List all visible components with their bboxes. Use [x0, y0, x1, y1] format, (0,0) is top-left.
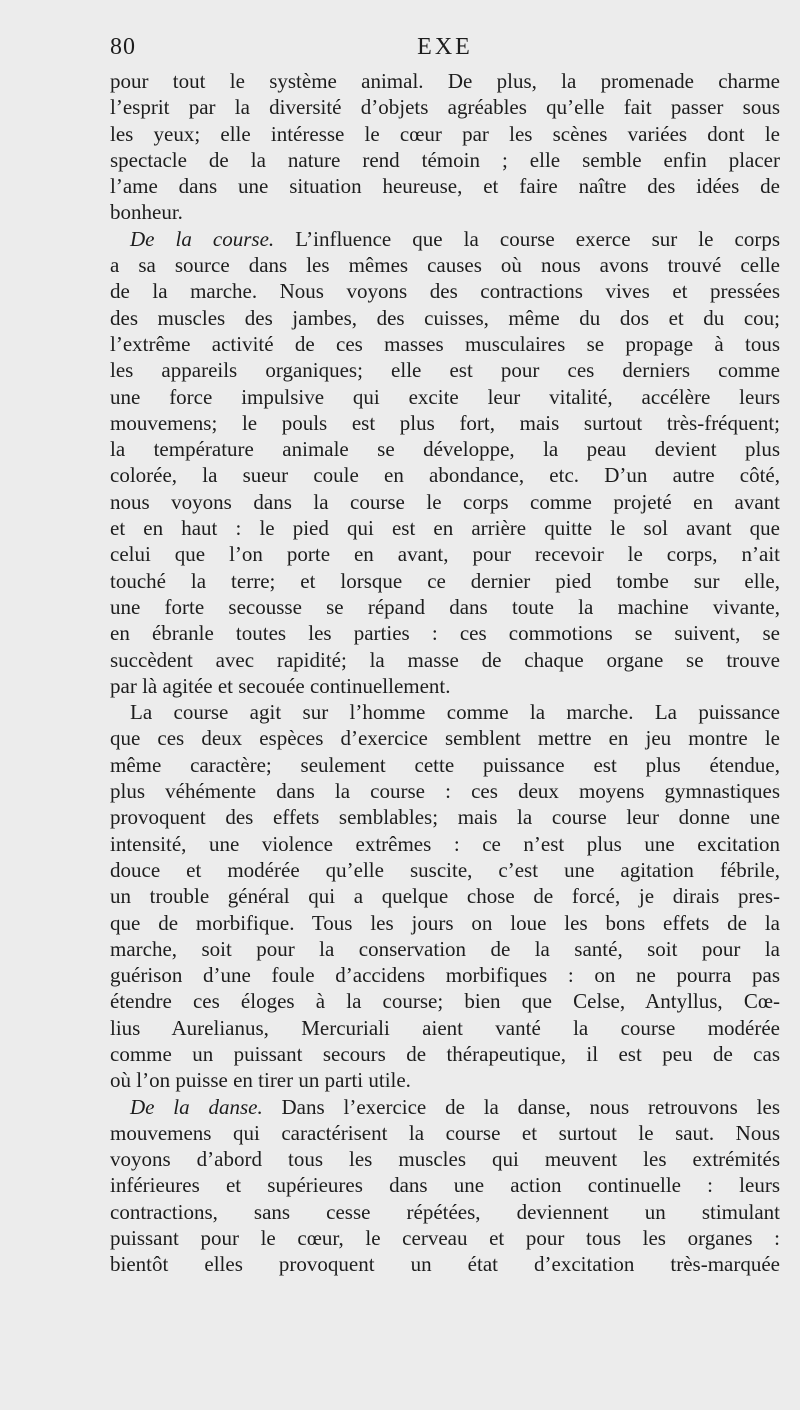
text-line: contractions, sans cesse répétées, deviennent un stimulant: [110, 1199, 780, 1224]
text-line: nous voyons dans la course le corps comme projeté en avant: [110, 489, 780, 514]
text-line: marche, soit pour la conservation de la santé, soit pour la: [110, 936, 780, 961]
page-number: 80: [110, 34, 136, 60]
text-line: comme un puissant secours de thérapeutique, il est peu de cas: [110, 1041, 780, 1066]
text-line: bonheur.: [110, 200, 183, 225]
text-line: La course agit sur l’homme comme la marche. La puissance: [130, 700, 780, 725]
text-line: des muscles des jambes, des cuisses, même du dos et du cou;: [110, 305, 780, 330]
text-line: une forte secousse se répand dans toute la machine vivante,: [110, 594, 780, 619]
text-line: douce et modérée qu’elle suscite, c’est une agitation fébrile,: [110, 857, 780, 882]
text-line: les yeux; elle intéresse le cœur par les scènes variées dont le: [110, 121, 780, 146]
section-heading: De la course.: [130, 226, 275, 251]
text-line: en ébranle toutes les parties : ces commotions se suivent, se: [110, 621, 780, 646]
text-line: [110, 226, 780, 252]
text-line: l’ame dans une situation heureuse, et faire naître des idées de: [110, 174, 780, 199]
text-line: de la marche. Nous voyons des contractions vives et pressées: [110, 279, 780, 304]
text-line: où l’on puisse en tirer un parti utile.: [110, 1068, 411, 1093]
text-line: l’esprit par la diversité d’objets agréables qu’elle fait passer sous: [110, 95, 780, 120]
line-text: Dans l’exercice de la danse, nous retrouvons les: [262, 1094, 780, 1119]
text-line: et en haut : le pied qui est en arrière quitte le sol avant que: [110, 516, 780, 541]
text-line: étendre ces éloges à la course; bien que Celse, Antyllus, Cœ-: [110, 989, 780, 1014]
text-line: mouvemens qui caractérisent la course et surtout le saut. Nous: [110, 1120, 780, 1145]
text-line: guérison d’une foule d’accidens morbifiques : on ne pourra pas: [110, 963, 780, 988]
line-text: L’influence que la course exerce sur le corps: [274, 226, 780, 251]
paragraph: [110, 226, 780, 699]
text-line: lius Aurelianus, Mercuriali aient vanté la course modérée: [110, 1015, 780, 1040]
text-line: que ces deux espèces d’exercice semblent mettre en jeu montre le: [110, 726, 780, 751]
text-line: mouvemens; le pouls est plus fort, mais surtout très-fréquent;: [110, 410, 780, 435]
text-line: provoquent des effets semblables; mais la course leur donne une: [110, 805, 780, 830]
running-head: EXE: [417, 34, 473, 60]
text-line: voyons d’abord tous les muscles qui meuvent les extrémités: [110, 1147, 780, 1172]
text-line: touché la terre; et lorsque ce dernier pied tombe sur elle,: [110, 568, 780, 593]
text-line: la température animale se développe, la peau devient plus: [110, 437, 780, 462]
text-line: l’extrême activité de ces masses musculaires se propage à tous: [110, 331, 780, 356]
paragraph: [110, 68, 780, 226]
text-line: plus véhémente dans la course : ces deux moyens gymnastiques: [110, 779, 780, 804]
text-line: une force impulsive qui excite leur vitalité, accélère leurs: [110, 384, 780, 409]
text-line: bientôt elles provoquent un état d’excitation très-marquée: [110, 1252, 780, 1277]
text-line: inférieures et supérieures dans une action continuelle : leurs: [110, 1173, 780, 1198]
text-line: a sa source dans les mêmes causes où nous avons trouvé celle: [110, 253, 780, 278]
text-line: même caractère; seulement cette puissance est plus étendue,: [110, 752, 780, 777]
text-line: par là agitée et secouée continuellement.: [110, 673, 451, 698]
text-line: celui que l’on porte en avant, pour recevoir le corps, n’ait: [110, 542, 780, 567]
text-line: un trouble général qui a quelque chose de forcé, je dirais pres-: [110, 884, 780, 909]
paragraph: [110, 1094, 780, 1278]
body-text: [110, 68, 780, 1278]
paragraph: [110, 699, 780, 1093]
text-line: pour tout le système animal. De plus, la promenade charme: [110, 69, 780, 93]
text-line: spectacle de la nature rend témoin ; elle semble enfin placer: [110, 147, 780, 172]
text-line: [110, 1094, 780, 1120]
text-line: que de morbifique. Tous les jours on loue les bons effets de la: [110, 910, 780, 935]
text-line: puissant pour le cœur, le cerveau et pour tous les organes :: [110, 1226, 780, 1251]
page-header: [110, 34, 780, 64]
text-line: colorée, la sueur coule en abondance, etc. D’un autre côté,: [110, 463, 780, 488]
section-heading: De la danse.: [130, 1094, 263, 1119]
text-line: intensité, une violence extrêmes : ce n’est plus une excitation: [110, 831, 780, 856]
text-line: succèdent avec rapidité; la masse de chaque organe se trouve: [110, 647, 780, 672]
text-line: les appareils organiques; elle est pour ces derniers comme: [110, 358, 780, 383]
